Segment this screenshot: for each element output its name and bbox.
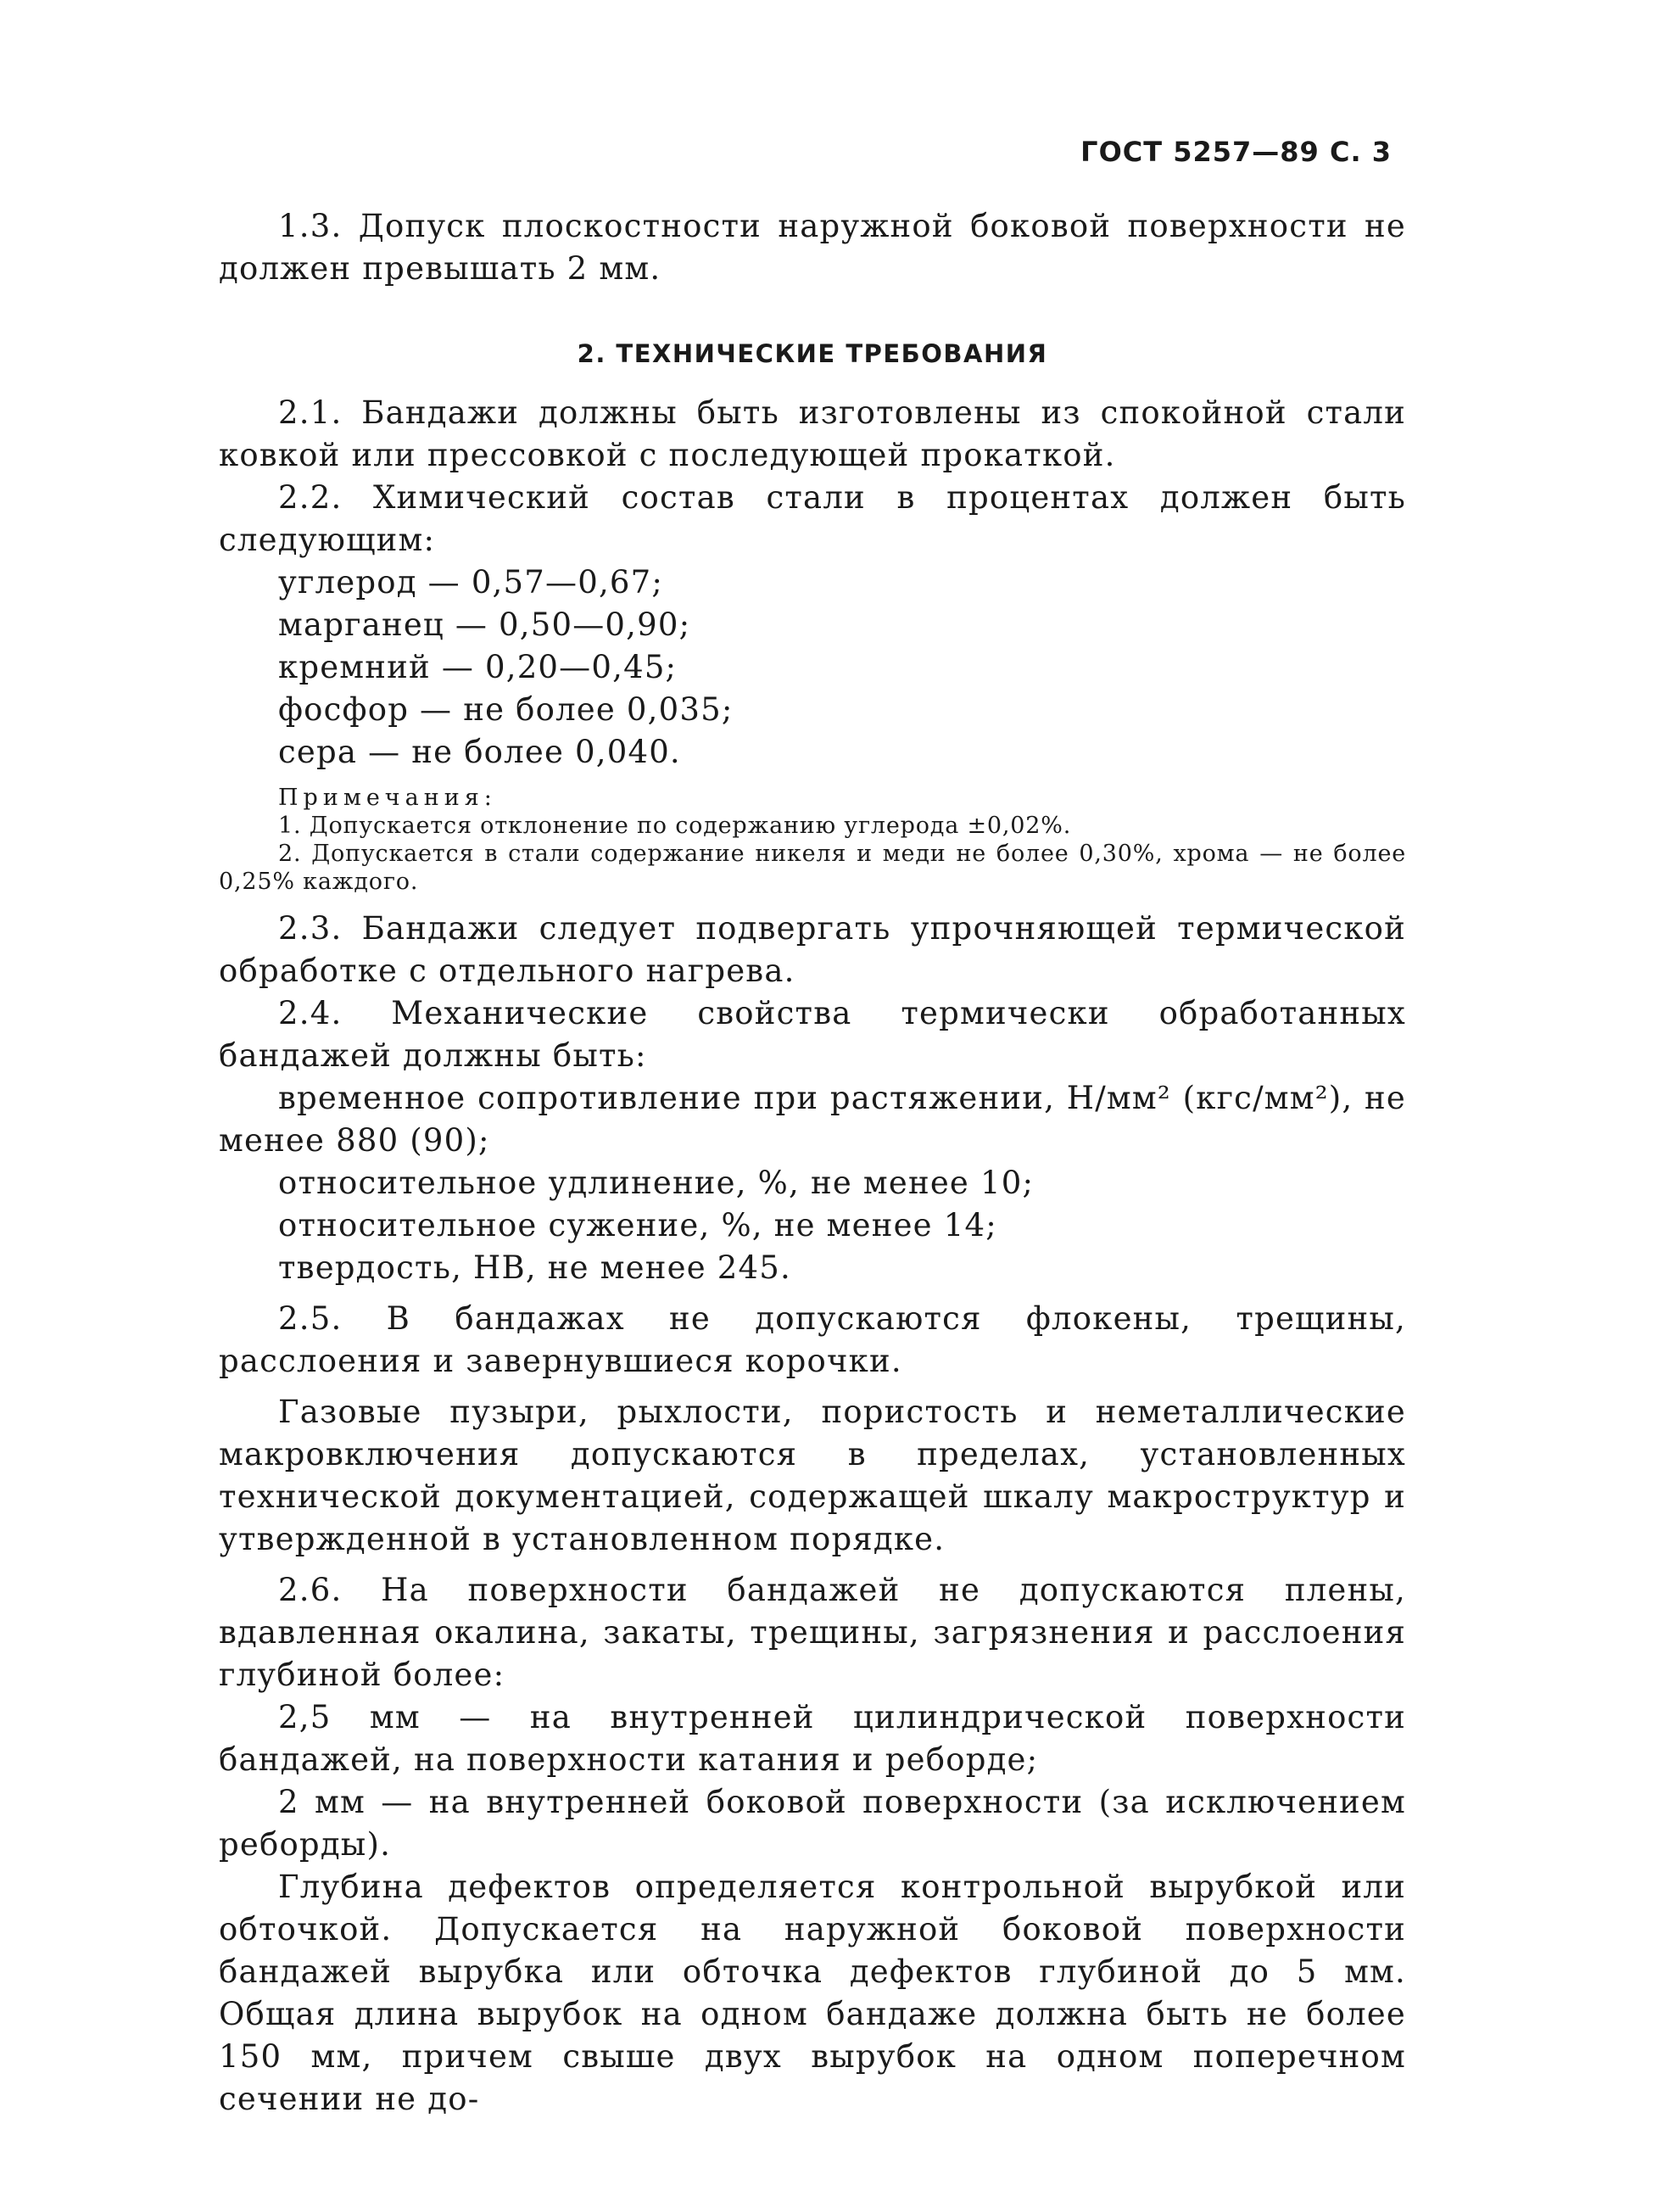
notes-heading: Примечания: — [278, 785, 497, 811]
list-item: марганец — 0,50—0,90; — [278, 606, 691, 643]
section-title: 2. ТЕХНИЧЕСКИЕ ТРЕБОВАНИЯ — [577, 339, 1048, 368]
paragraph-2-6-defect-depth: Глубина дефектов определяется контрольной вырубкой или обточкой. Допускается на наружной боковой поверхности бандажей вырубка или обточка дефектов глубиной до 5 мм. Общая длина вырубок на одном бандаже должна быть не более 150 мм, причем свыше двух вырубок на одном поперечном сечении не до- — [219, 1869, 1406, 2117]
note-item: 1. Допускается отклонение по содержанию углерода ±0,02%. — [278, 813, 1072, 839]
paragraph-1-3: 1.3. Допуск плоскостности наружной боковой поверхности не должен превышать 2 мм. — [219, 208, 1406, 287]
note-item: 2. Допускается в стали содержание никеля и меди не более 0,30%, хрома — не более 0,25% каждого. — [219, 841, 1406, 895]
paragraph-2-3: 2.3. Бандажи следует подвергать упрочняющей термической обработке с отдельного нагрева. — [219, 910, 1406, 989]
chemical-composition-list — [219, 562, 1406, 774]
mechanical-reduction: относительное сужение, %, не менее 14; — [278, 1207, 997, 1243]
mechanical-hardness: твердость, НВ, не менее 245. — [278, 1249, 791, 1286]
paragraph-2-2: 2.2. Химический состав стали в процентах должен быть следующим: — [219, 479, 1406, 558]
paragraph-2-6-item-b: 2 мм — на внутренней боковой поверхности (за исключением реборды). — [219, 1784, 1406, 1863]
paragraph-2-5: 2.5. В бандажах не допускаются флокены, трещины, расслоения и завернувшиеся корочки. — [219, 1300, 1406, 1379]
paragraph-2-6-item-a: 2,5 мм — на внутренней цилиндрической поверхности бандажей, на поверхности катания и реборде; — [219, 1699, 1406, 1778]
mechanical-tensile: временное сопротивление при растяжении, Н/мм² (кгс/мм²), не менее 880 (90); — [219, 1080, 1406, 1159]
paragraph-2-1: 2.1. Бандажи должны быть изготовлены из спокойной стали ковкой или прессовкой с последующей прокаткой. — [219, 394, 1406, 473]
mechanical-elongation: относительное удлинение, %, не менее 10; — [278, 1165, 1035, 1201]
list-item: фосфор — не более 0,035; — [278, 691, 734, 728]
paragraph-2-5-macroinclusions: Газовые пузыри, рыхлости, пористость и неметаллические макровключения допускаются в пределах, установленных технической документацией, содержащей шкалу макроструктур и утвержденной в установленном порядке. — [219, 1394, 1406, 1557]
running-header: ГОСТ 5257—89 С. 3 — [1080, 136, 1392, 168]
paragraph-2-4: 2.4. Механические свойства термически обработанных бандажей должны быть: — [219, 995, 1406, 1074]
list-item: сера — не более 0,040. — [278, 734, 681, 770]
list-item: углерод — 0,57—0,67; — [278, 564, 664, 601]
list-item: кремний — 0,20—0,45; — [278, 649, 678, 685]
paragraph-2-6: 2.6. На поверхности бандажей не допускаются плены, вдавленная окалина, закаты, трещины, загрязнения и расслоения глубиной более: — [219, 1572, 1406, 1693]
document-body — [219, 205, 1406, 2121]
notes-block — [219, 784, 1406, 896]
